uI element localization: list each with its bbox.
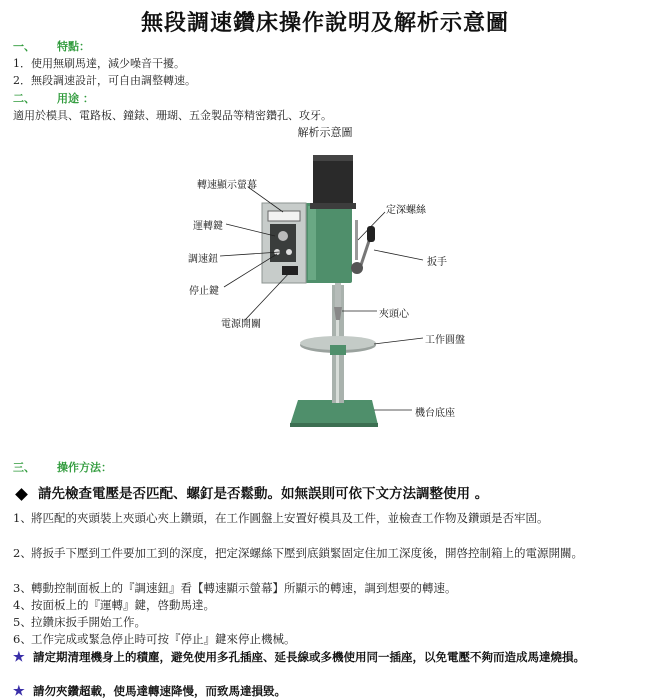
section-label: 用途 ： — [57, 92, 94, 105]
list-item — [13, 614, 646, 631]
label-speed-knob: 調速鈕 — [188, 254, 218, 265]
diamond-bullet-icon — [15, 488, 28, 501]
step-number: 6、 — [13, 632, 32, 646]
list-item — [13, 631, 646, 648]
star-icon: ★ — [13, 650, 25, 665]
feature-item: 1．使用無刷馬達，減少噪音干擾。 — [13, 57, 185, 70]
section-heading-operation — [13, 459, 112, 475]
usage-text: 適用於模具、電路板、鐘錶、珊瑚、五金製品等精密鑽孔、攻牙。 — [13, 109, 332, 122]
step-text: 拉鑽床扳手開始工作。 — [31, 615, 146, 629]
label-depth-screw: 定深螺絲 — [386, 205, 426, 216]
section-label: 特點： — [57, 40, 90, 53]
label-chuck: 夾頭心 — [379, 309, 409, 320]
motor — [313, 155, 353, 207]
section-label: 操作方法： — [57, 461, 112, 474]
step-number: 4、 — [13, 598, 32, 612]
feature-item: 2．無段調速設計，可自由調整轉速。 — [13, 74, 196, 87]
note-text: 請定期清理機身上的積塵，避免使用多孔插座、延長線或多機使用同一插座，以免電壓不夠而造成馬達燒損。 — [33, 650, 585, 664]
step-text: 將匹配的夾頭裝上夾頭心夾上鑽頭，在工作圓盤上安置好模具及工件，並檢查工作物及鑽頭是否牢固。 — [31, 511, 549, 525]
label-stop-key: 停止鍵 — [189, 286, 219, 297]
step-text: 將扳手下壓到工件要加工到的深度，把定深螺絲下壓到底鎖緊固定住加工深度後，開啓控制箱上的電源開關。 — [31, 546, 583, 560]
list-item — [13, 580, 646, 597]
label-handle: 扳手 — [427, 257, 447, 268]
step-number: 2、 — [13, 546, 32, 560]
depth-screw — [355, 220, 358, 260]
list-item — [13, 683, 645, 700]
section-number: 一、 — [13, 40, 35, 53]
section-number: 二、 — [13, 92, 35, 105]
note-text: 請勿夾鑽超載，使馬達轉速降慢，而致馬達損毀。 — [33, 684, 286, 698]
step-text: 工作完成或緊急停止時可按『停止』鍵來停止機械。 — [31, 632, 296, 646]
diagram-caption: 解析示意圖 — [297, 126, 353, 139]
list-item — [13, 545, 646, 562]
star-icon: ★ — [13, 684, 25, 699]
step-number: 5、 — [13, 615, 32, 629]
machine-base — [290, 400, 378, 425]
spindle — [335, 283, 341, 307]
list-item — [13, 649, 645, 666]
step-text: 按面板上的『運轉』鍵，啓動馬達。 — [31, 598, 215, 612]
label-base: 機台底座 — [415, 408, 455, 419]
label-speed-display: 轉速顯示螢幕 — [197, 180, 257, 191]
warning-line — [13, 482, 488, 502]
step-text: 轉動控制面板上的『調速鈕』看【轉速顯示螢幕】所顯示的轉速，調到想要的轉速。 — [31, 581, 457, 595]
page-title: 無段調速鑽床操作說明及解析示意圖 — [140, 10, 509, 36]
step-number: 1、 — [13, 511, 32, 525]
list-item — [13, 597, 646, 614]
list-item — [13, 510, 646, 527]
section-number: 三、 — [13, 461, 35, 474]
label-work-table: 工作圓盤 — [425, 335, 465, 346]
warning-text: 請先檢查電壓是否匹配、螺釘是否鬆動。如無誤則可依下文方法調整使用 。 — [38, 486, 489, 502]
label-power-switch: 電源開關 — [221, 319, 261, 330]
step-number: 3、 — [13, 581, 32, 595]
label-run-key: 運轉鍵 — [193, 221, 223, 232]
